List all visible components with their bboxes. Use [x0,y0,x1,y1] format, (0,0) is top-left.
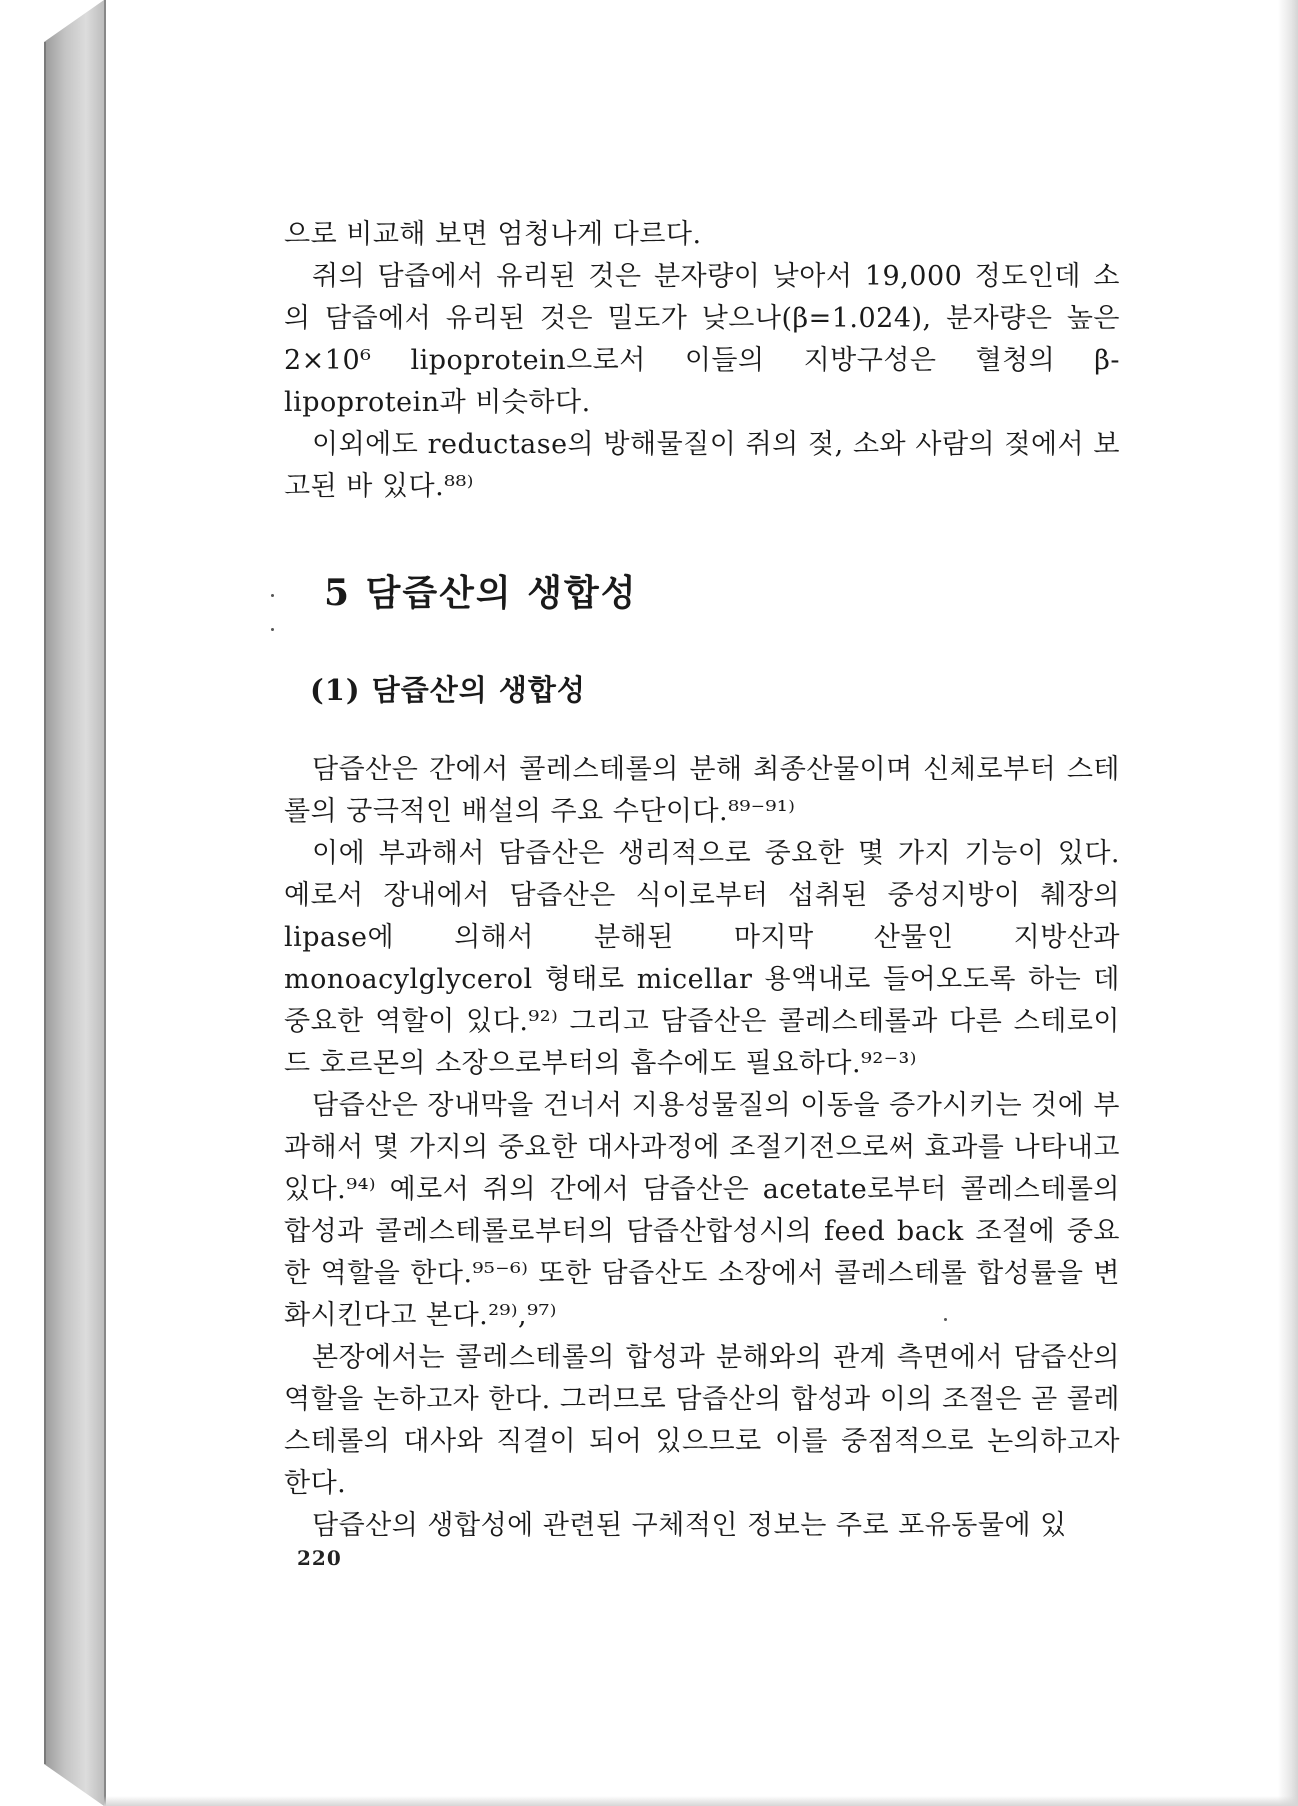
page-bottom-shadow [104,1796,1298,1806]
page-number: 220 [297,1546,342,1570]
paragraph-bile-acid-regulation: 담즙산은 장내막을 건너서 지용성물질의 이동을 증가시키는 것에 부과해서 몇 가지의 중요한 대사과정에 조절기전으로써 효과를 나타내고 있다.⁹⁴⁾ 예로서 쥐의 간에서 담즙산은 acetate로부터 콜레스테롤의 합성과 콜레스테롤로부터의 담즙산합성시의 feed back 조절에 중요한 역할을 한다.⁹⁵⁻⁶⁾ 또한 담즙산도 소장에서 콜레스테롤 합성률을 변화시킨다고 본다.²⁹⁾,⁹⁷⁾ [284,1090,1120,1331]
book-spine-line [44,42,46,1764]
paragraph-chapter-scope: 본장에서는 콜레스테롤의 합성과 분해와의 관계 측면에서 담즙산의 역할을 논하고자 한다. 그러므로 담즙산의 합성과 이의 조절은 곧 콜레스테롤의 대사와 직결이 되어 있으므로 이를 중점적으로 논의하고자 한다. [284,1342,1120,1499]
paragraph-biosynthesis-info: 담즙산의 생합성에 관련된 구체적인 정보는 주로 포유동물에 있 [312,1510,1067,1541]
stray-ink-mark [271,594,274,597]
page-right-shadow [1278,0,1298,1806]
paragraph-bile-acid-functions: 이에 부과해서 담즙산은 생리적으로 중요한 몇 가지 기능이 있다. 예로서 장내에서 담즙산은 식이로부터 섭취된 중성지방이 췌장의 lipase에 의해서 분해된 마지막 산물인 지방산과 monoacylglycerol 형태로 micellar 용액내로 들어오도록 하는 데 중요한 역할이 있다.⁹²⁾ 그리고 담즙산은 콜레스테롤과 다른 스테로이드 호르몬의 소장으로부터의 흡수에도 필요하다.⁹²⁻³⁾ [284,838,1120,1079]
section-heading: 5 담즙산의 생합성 [324,572,638,614]
page-text-block [284,214,1120,1547]
paragraph-bile-acid-definition: 담즙산은 간에서 콜레스테롤의 분해 최종산물이며 신체로부터 스테롤의 궁극적인 배설의 주요 수단이다.⁸⁹⁻⁹¹⁾ [284,754,1120,827]
paragraph-continuation: 으로 비교해 보면 엄청나게 다르다. [284,219,702,250]
book-spine-edge [44,0,104,1806]
paragraph-bile-lipoprotein: 쥐의 담즙에서 유리된 것은 분자량이 낮아서 19,000 정도인데 소의 담즙에서 유리된 것은 밀도가 낮으나(β=1.024), 분자량은 높은 2×10⁶ lipoprotein으로서 이들의 지방구성은 혈청의 β-lipoprotein과 비슷하다. [284,261,1120,418]
paragraph-reductase: 이외에도 reductase의 방해물질이 쥐의 젖, 소와 사람의 젖에서 보고된 바 있다.⁸⁸⁾ [284,429,1120,502]
stray-ink-mark [944,1318,947,1321]
sub-heading: (1) 담즙산의 생합성 [310,673,586,707]
stray-ink-mark [271,628,274,631]
